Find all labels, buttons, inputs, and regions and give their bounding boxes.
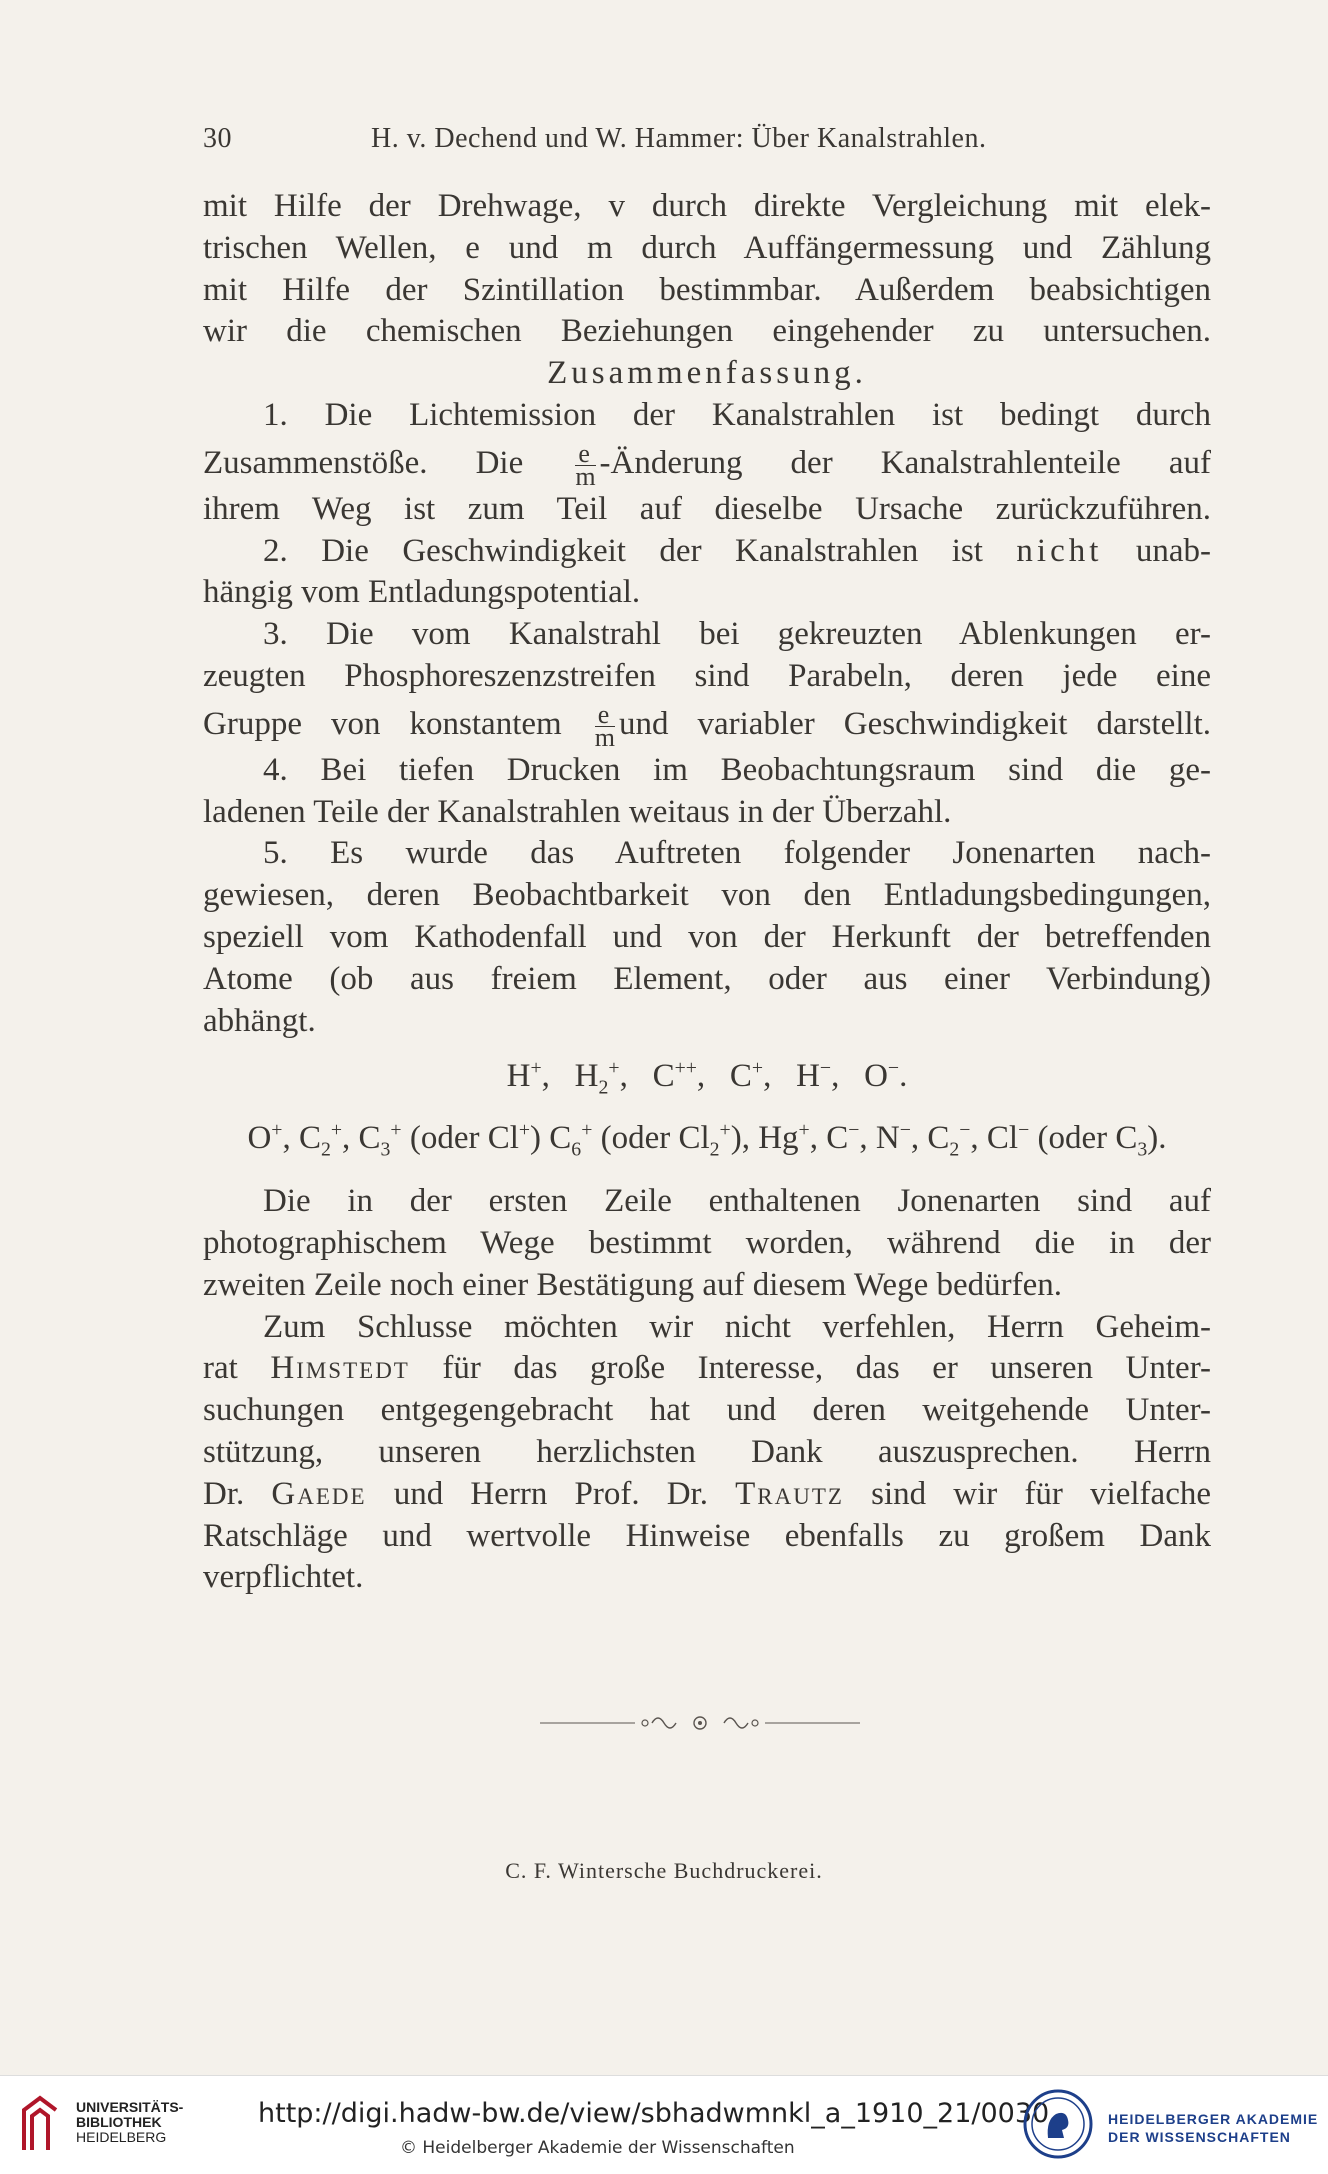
text-line: zeugten Phosphoreszenzstreifen sind Parabeln, deren jede eine bbox=[203, 657, 1211, 694]
running-title: H. v. Dechend und W. Hammer: Über Kanalstrahlen. bbox=[371, 123, 987, 154]
text-line: Ratschläge und wertvolle Hinweise ebenfalls zu großem Dank bbox=[203, 1517, 1211, 1554]
text-line: verpflichtet. bbox=[203, 1559, 364, 1596]
text-line: suchungen entgegengebracht hat und deren weitgehende Unter- bbox=[203, 1392, 1211, 1429]
text-line: 5. Es wurde das Auftreten folgender Jonenarten nach- bbox=[263, 835, 1211, 872]
text-line bbox=[203, 531, 1211, 573]
page-number: 30 bbox=[203, 123, 232, 154]
text-span: und Herrn Prof. Dr. bbox=[393, 1475, 708, 1512]
ion-list-line-1: H+, $H_2^+$, C++, C+, H−, O−. bbox=[506, 1057, 908, 1099]
text-span: -Änderung der Kanalstrahlenteile auf bbox=[599, 444, 1212, 481]
text-line: ladenen Teile der Kanalstrahlen weitaus in der Überzahl. bbox=[203, 793, 952, 830]
text-span: 2. Die Geschwindigkeit der Kanalstrahlen ist bbox=[263, 532, 983, 569]
academy-name-line: HEIDELBERGER AKADEMIE bbox=[1108, 2111, 1319, 2127]
academy-name bbox=[1108, 2110, 1318, 2146]
fraction-denominator: m bbox=[575, 461, 596, 491]
text-line: trischen Wellen, e und m durch Auffängermessung und Zählung bbox=[203, 229, 1211, 266]
text-line: hängig vom Entladungspotential. bbox=[203, 574, 641, 611]
fraction-denominator: m bbox=[594, 722, 615, 752]
library-name-line: BIBLIOTHEK bbox=[76, 2114, 162, 2130]
text-span: unab- bbox=[1135, 532, 1211, 569]
text-line: Die in der ersten Zeile enthaltenen Jonenarten sind auf bbox=[263, 1183, 1211, 1220]
text-line bbox=[203, 1474, 1211, 1516]
printer-imprint: C. F. Wintersche Buchdruckerei. bbox=[505, 1858, 823, 1883]
text-line: gewiesen, deren Beobachtbarkeit von den Entladungsbedingungen, bbox=[203, 877, 1211, 914]
person-name: Himstedt bbox=[270, 1350, 410, 1387]
person-name: Trautz bbox=[735, 1475, 844, 1512]
ornament-divider bbox=[540, 1708, 860, 1738]
digitization-footer bbox=[0, 2075, 1328, 2174]
emphasis-spaced: nicht bbox=[1016, 532, 1103, 569]
fraction-e-over-m bbox=[594, 699, 615, 752]
fraction-numerator: e bbox=[575, 443, 595, 466]
person-name: Gaede bbox=[271, 1475, 367, 1512]
text-span: sind wir für vielfache bbox=[871, 1475, 1211, 1512]
text-line: 3. Die vom Kanalstrahl bei gekreuzten Ablenkungen er- bbox=[263, 616, 1211, 653]
copyright-notice: © Heidelberger Akademie der Wissenschaften bbox=[400, 2138, 795, 2158]
fraction-e-over-m bbox=[575, 438, 596, 491]
text-span: Zusammenstöße. Die bbox=[203, 444, 524, 481]
text-line: zweiten Zeile noch einer Bestätigung auf diesem Wege bedürfen. bbox=[203, 1266, 1062, 1303]
text-line: speziell vom Kathodenfall und von der Herkunft der betreffenden bbox=[203, 918, 1211, 955]
library-name-line: UNIVERSITÄTS- bbox=[76, 2099, 184, 2115]
section-heading: Zusammenfassung. bbox=[547, 355, 867, 392]
text-line bbox=[203, 1348, 1211, 1390]
text-span: rat bbox=[203, 1350, 238, 1387]
permalink-url[interactable]: http://digi.hadw-bw.de/view/sbhadwmnkl_a_1910_21/0030 bbox=[258, 2098, 1050, 2129]
text-span: Dr. bbox=[203, 1475, 245, 1512]
text-line-with-fraction bbox=[203, 698, 1211, 750]
text-line: photographischem Wege bestimmt worden, während die in der bbox=[203, 1224, 1211, 1261]
text-line: Atome (ob aus freiem Element, oder aus einer Verbindung) bbox=[203, 960, 1211, 997]
body-text bbox=[203, 186, 1211, 1599]
text-line: mit Hilfe der Szintillation bestimmbar. Außerdem beabsichtigen bbox=[203, 271, 1211, 308]
academy-seal-logo bbox=[1022, 2088, 1094, 2160]
text-span: Gruppe von konstantem bbox=[203, 705, 562, 742]
text-line: Zum Schlusse möchten wir nicht verfehlen, Herrn Geheim- bbox=[263, 1308, 1211, 1345]
fraction-numerator: e bbox=[595, 704, 615, 727]
text-line: ihrem Weg ist zum Teil auf dieselbe Ursache zurückzuführen. bbox=[203, 490, 1211, 527]
academy-name-line: DER WISSENSCHAFTEN bbox=[1108, 2129, 1291, 2145]
text-span: für das große Interesse, das er unseren Unter- bbox=[442, 1350, 1212, 1387]
text-line: wir die chemischen Beziehungen eingehender zu untersuchen. bbox=[203, 313, 1211, 350]
university-library-logo bbox=[14, 2092, 66, 2154]
text-line: abhängt. bbox=[203, 1002, 316, 1039]
library-name-line: HEIDELBERG bbox=[76, 2129, 167, 2145]
ion-list-line-2: O+, $C_2^+$, $C_3^+$ (oder Cl+) $C_6^+$ (oder $Cl_2^+$), Hg+, C−, N−, $C_2^-$, Cl− (oder $C_3$). bbox=[247, 1118, 1167, 1161]
text-line: 1. Die Lichtemission der Kanalstrahlen ist bedingt durch bbox=[263, 396, 1211, 433]
text-line-with-fraction bbox=[203, 437, 1211, 489]
text-line: 4. Bei tiefen Drucken im Beobachtungsraum sind die ge- bbox=[263, 751, 1211, 788]
text-span: und variabler Geschwindigkeit darstellt. bbox=[618, 705, 1212, 742]
text-line: stützung, unseren herzlichsten Dank auszusprechen. Herrn bbox=[203, 1433, 1211, 1470]
library-name bbox=[76, 2100, 183, 2145]
text-line: mit Hilfe der Drehwage, v durch direkte Vergleichung mit elek- bbox=[203, 188, 1211, 224]
